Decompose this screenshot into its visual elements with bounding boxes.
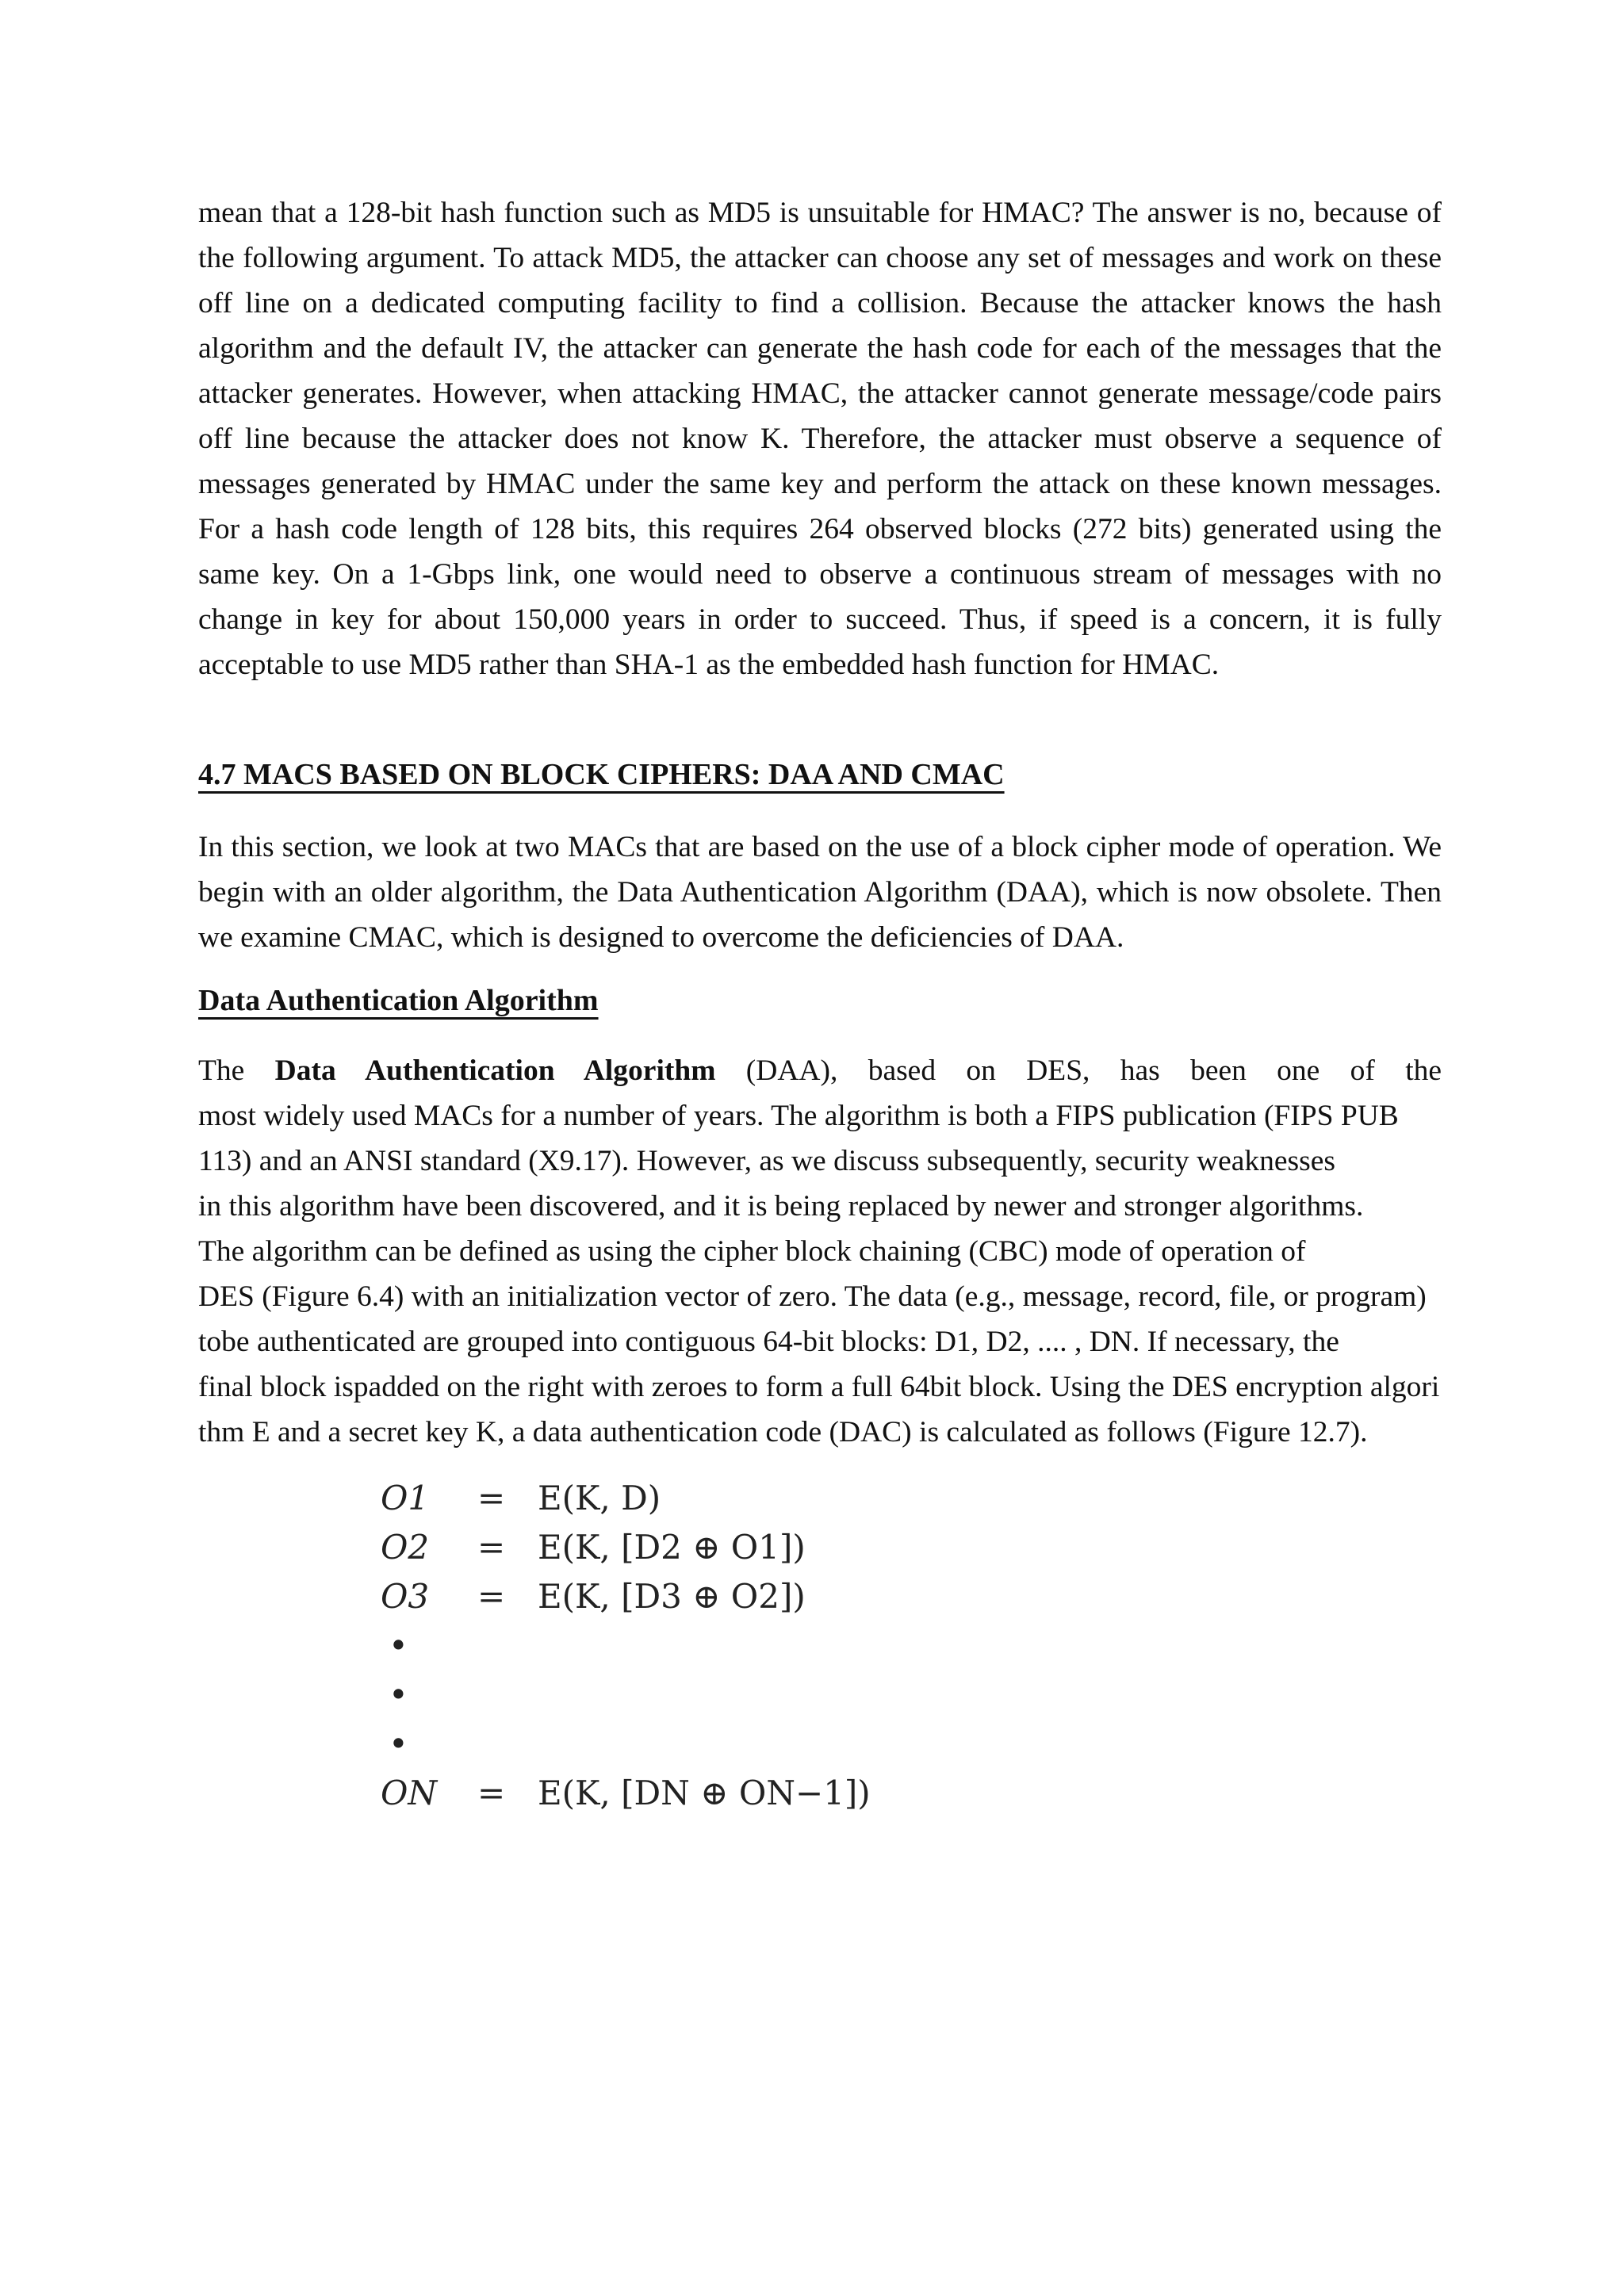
- equation-lhs: O3: [381, 1577, 430, 1616]
- section-intro-paragraph: In this section, we look at two MACs that are based on the use of a block cipher mode of operation. We begin with an older algorithm, the Data Authentication Algorithm (DAA), which is now obsolete. Then we examine CMAC, which is designed to overcome the deficiencies of DAA.: [198, 831, 1442, 954]
- equation-lhs: O2: [381, 1528, 430, 1567]
- equation-rhs: E(K, [DN ⊕ ON−1]): [538, 1774, 871, 1812]
- equals-sign: =: [477, 1479, 506, 1517]
- equation-rhs: E(K, [D2 ⊕ O1]): [538, 1528, 806, 1567]
- daa-paragraph: [198, 1048, 1442, 1455]
- equation-rhs: E(K, [D3 ⊕ O2]): [538, 1577, 806, 1616]
- daa-line-3: 113) and an ANSI standard (X9.17). However, as we discuss subsequently, security weaknesses: [198, 1145, 1335, 1177]
- daa-line-6: DES (Figure 6.4) with an initialization vector of zero. The data (e.g., message, record, file, or program): [198, 1280, 1427, 1313]
- equals-sign: =: [477, 1774, 506, 1812]
- equation-rhs: E(K, D): [538, 1479, 661, 1517]
- daa-line-5: The algorithm can be defined as using the cipher block chaining (CBC) mode of operation of: [198, 1235, 1306, 1268]
- daa-bold-term: Data Authentication Algorithm: [274, 1054, 716, 1087]
- daa-line-8: final block ispadded on the right with zeroes to form a full 64bit block. Using the DES encryption algori: [198, 1371, 1440, 1403]
- daa-line-7: tobe authenticated are grouped into contiguous 64-bit blocks: D1, D2, .... , DN. If necessary, the: [198, 1326, 1339, 1358]
- daa-line-4: in this algorithm have been discovered, and it is being replaced by newer and stronger algorithms.: [198, 1190, 1364, 1223]
- subsection-heading: Data Authentication Algorithm: [198, 984, 599, 1017]
- equation-lhs: ON: [381, 1774, 438, 1812]
- intro-paragraph: mean that a 128-bit hash function such as MD5 is unsuitable for HMAC? The answer is no, because of the following argument. To attack MD5, the attacker can choose any set of messages and work on these off line on a dedicated computing facility to find a collision. Because the attacker knows the hash algorithm and the default IV, the attacker can generate the hash code for each of the messages that the attacker generates. However, when attacking HMAC, the attacker cannot generate message/code pairs off line because the attacker does not know K. Therefore, the attacker must observe a sequence of messages generated by HMAC under the same key and perform the attack on these known messages. For a hash code length of 128 bits, this requires 264 observed blocks (272 bits) generated using the same key. On a 1-Gbps link, one would need to observe a continuous stream of messages with no change in key for about 150,000 years in order to succeed. Thus, if speed is a concern, it is fully acceptable to use MD5 rather than SHA-1 as the embedded hash function for HMAC.: [198, 197, 1442, 681]
- daa-line-2: most widely used MACs for a number of years. The algorithm is both a FIPS publication (FIPS PUB: [198, 1100, 1399, 1132]
- daa-line-1: The Data Authentication Algorithm (DAA), based on DES, has been one of the: [198, 1054, 1442, 1087]
- section-heading: 4.7 MACS BASED ON BLOCK CIPHERS: DAA AND CMAC: [198, 758, 1005, 791]
- equals-sign: =: [477, 1528, 506, 1567]
- equation-lhs: O1: [381, 1479, 430, 1517]
- daa-line-9: thm E and a secret key K, a data authentication code (DAC) is calculated as follows (Figure 12.7).: [198, 1416, 1368, 1448]
- equals-sign: =: [477, 1577, 506, 1616]
